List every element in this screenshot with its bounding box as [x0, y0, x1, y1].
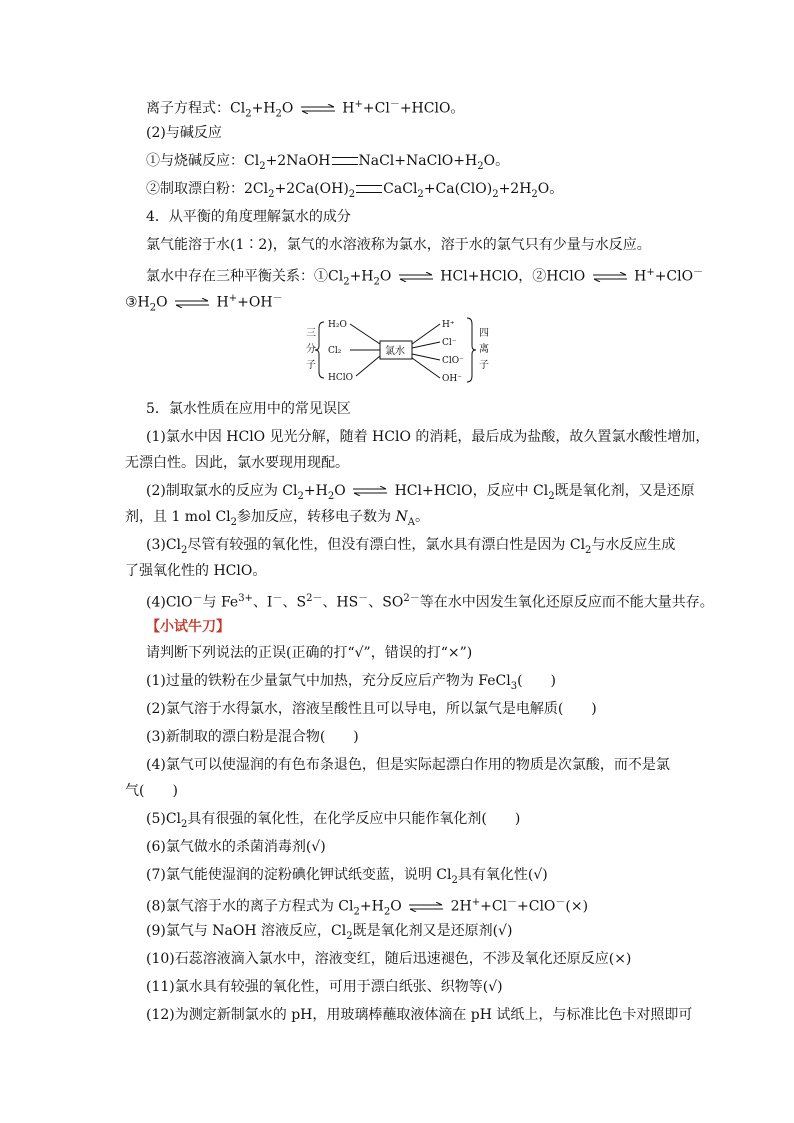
paragraph-line: 了强氧化性的 HClO。 [125, 563, 267, 579]
paragraph-line: 氯气能溶于水(1∶2)，氯气的水溶液称为氯水，溶于水的氯气只有少量与水反应。 [146, 237, 651, 253]
question-item: (10)石蕊溶液滴入氯水中，溶液变红，随后迅速褪色，不涉及氧化还原反应(×) [146, 951, 632, 967]
chlorine-water-composition-diagram [304, 314, 494, 388]
equilibrium-arrow-icon [300, 104, 336, 114]
question-item: (7)氯气能使湿润的淀粉碘化钾试纸变蓝，说明 $Cl_2$具有氧化性(√) [146, 867, 548, 886]
right-label-char: 离 [479, 344, 489, 355]
section-heading-5: 5．氯水性质在应用中的常见误区 [146, 401, 351, 417]
molecule-chlorine: Cl₂ [328, 346, 342, 356]
molecule-water: H₂O [328, 320, 347, 330]
instructions: 请判断下列说法的正误(正确的打“√”，错误的打“×”) [146, 645, 473, 661]
bleach-powder-line: ②制取漂白粉：$2Cl_2+2Ca(OH)_2$ $CaCl_2+Ca(ClO)_2+2H_2O$。 [146, 181, 564, 200]
question-item: (6)氯气做水的杀菌消毒剂(√) [146, 839, 326, 855]
equals-sign-icon [332, 157, 358, 165]
equilibria-line: 氯水中存在三种平衡关系：$①Cl_2+H_2O$ HCl+HClO，②HClO H++ClO－ [146, 267, 704, 288]
question-item: (11)氯水具有较强的氧化性，可用于漂白纸张、织物等(√) [146, 979, 503, 995]
question-item: 气( ) [125, 783, 178, 799]
equilibrium-arrow-icon [174, 298, 210, 308]
ion-hydrogen: H⁺ [442, 320, 455, 330]
right-brace [467, 318, 476, 382]
question-item: (2)氯气溶于水得氯水，溶液呈酸性且可以导电，所以氯气是电解质( ) [146, 701, 597, 717]
ion-hypochlorite: ClO⁻ [442, 356, 464, 366]
question-item: (4)氯气可以使湿润的有色布条退色，但是实际起漂白作用的物质是次氯酸，而不是氯 [146, 757, 670, 773]
left-label-char: 分 [306, 344, 316, 355]
question-item: (3)新制取的漂白粉是混合物( ) [146, 729, 359, 745]
left-brace [315, 322, 324, 378]
subheading-base-reaction: (2)与碱反应 [146, 125, 222, 141]
section-heading-4: 4．从平衡的角度理解氯水的成分 [146, 209, 351, 225]
equilibrium-arrow-icon [352, 486, 388, 496]
question-item: $(5)Cl_2$具有很强的氧化性，在化学反应中只能作氧化剂( ) [146, 811, 521, 830]
equilibrium-arrow-icon [398, 272, 434, 282]
equilibrium-arrow-icon [592, 272, 628, 282]
question-item: (9)氯气与 NaOH 溶液反应，$Cl_2$既是氧化剂又是还原剂(√) [146, 923, 513, 942]
center-label: 氯水 [385, 346, 405, 357]
paragraph-line: (4)ClO－与 $Fe^{3+}$、I－、$S^{2-}$、HS－、$SO^{2-}$等在水中因发生氧化还原反应而不能大量共存。 [146, 593, 714, 611]
caustic-soda-line: ①与烧碱反应：$Cl_2+2NaOH$ $NaCl+NaClO+H_2O$。 [146, 153, 510, 172]
ion-chloride: Cl⁻ [442, 338, 457, 348]
equals-sign-icon [356, 185, 382, 193]
paragraph-line: (1)氯水中因 HClO 见光分解，随着 HClO 的消耗，最后成为盐酸，故久置氯水酸性增加， [146, 429, 710, 445]
water-equilibrium-line: $③H_2O$ H++OH－ [125, 293, 283, 314]
left-label-char: 子 [306, 360, 316, 371]
paragraph-line: (2)制取氯水的反应为 $Cl_2+H_2O$ HCl+HClO，反应中 $Cl_2$既是氧化剂，又是还原 [146, 483, 695, 502]
molecule-hclo: HClO [328, 373, 353, 383]
ionic-equation-line: 离子方程式：$Cl_2+H_2O$ H++Cl－+HClO。 [146, 99, 465, 120]
practice-heading: 【小试牛刀】 [146, 619, 230, 635]
question-item: (8)氯气溶于水的离子方程式为 $Cl_2+H_2O$ 2H++Cl－+ClO－(×) [146, 897, 589, 918]
left-label-char: 三 [306, 328, 316, 339]
question-item: (1)过量的铁粉在少量氯气中加热，充分反应后产物为 FeCl$_3$( ) [146, 673, 557, 692]
right-label-char: 四 [479, 328, 489, 339]
equilibrium-arrow-icon [408, 902, 444, 912]
paragraph-line: 无漂白性。因此，氯水要现用现配。 [125, 455, 349, 471]
ion-hydroxide: OH⁻ [442, 374, 462, 384]
question-item: (12)为测定新制氯水的 pH，用玻璃棒蘸取液体滴在 pH 试纸上，与标准比色卡对照即可 [146, 1007, 693, 1023]
paragraph-line: $(3)Cl_2$尽管有较强的氧化性，但没有漂白性，氯水具有漂白性是因为 $Cl_2$与水反应生成 [146, 537, 676, 556]
paragraph-line: 剂，且 1 mol $Cl_2$参加反应，转移电子数为 $N_A$。 [125, 509, 429, 528]
right-label-char: 子 [479, 360, 489, 371]
